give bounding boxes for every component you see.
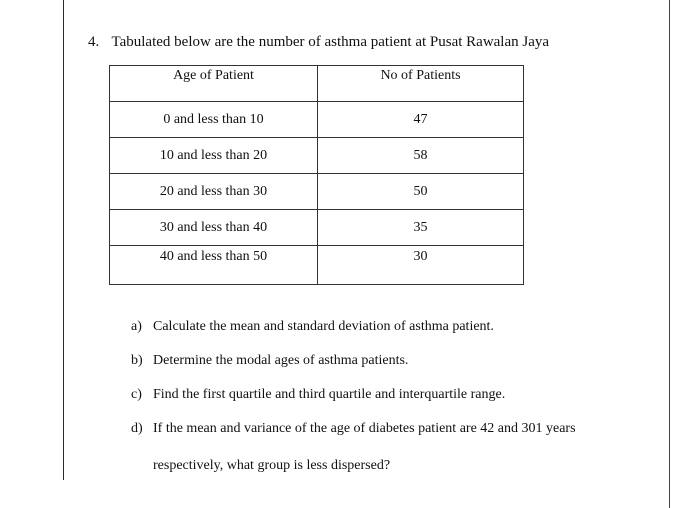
header-count: No of Patients	[318, 66, 524, 102]
question-heading	[88, 34, 549, 51]
page-left-border	[63, 0, 64, 480]
age-cell: 10 and less than 20	[110, 138, 318, 174]
part-label: d)	[131, 421, 143, 436]
part-text: Find the first quartile and third quartile and interquartile range.	[153, 387, 506, 402]
age-cell: 20 and less than 30	[110, 174, 318, 210]
question-text: Tabulated below are the number of asthma patient at Pusat Rawalan Jaya	[111, 34, 550, 50]
table-row	[110, 210, 524, 246]
table-row	[110, 246, 524, 285]
part-text: If the mean and variance of the age of diabetes patient are 42 and 301 years	[153, 421, 576, 436]
asthma-patient-table	[109, 65, 524, 285]
table-row	[110, 138, 524, 174]
count-cell: 58	[318, 138, 524, 174]
part-label: a)	[131, 319, 142, 334]
table-row	[110, 102, 524, 138]
count-cell: 47	[318, 102, 524, 138]
part-label: c)	[131, 387, 142, 402]
age-cell: 30 and less than 40	[110, 210, 318, 246]
part-text: Calculate the mean and standard deviation of asthma patient.	[153, 319, 494, 334]
count-cell: 35	[318, 210, 524, 246]
page-right-border	[669, 0, 670, 508]
count-cell: 50	[318, 174, 524, 210]
part-d-continuation: respectively, what group is less dispersed?	[153, 458, 391, 473]
header-age: Age of Patient	[110, 66, 318, 102]
part-text: Determine the modal ages of asthma patients.	[153, 353, 409, 368]
table-row	[110, 174, 524, 210]
part-label: b)	[131, 353, 143, 368]
age-cell: 40 and less than 50	[110, 246, 318, 285]
question-number: 4.	[88, 34, 100, 50]
age-cell: 0 and less than 10	[110, 102, 318, 138]
count-cell: 30	[318, 246, 524, 285]
table-header-row	[110, 66, 524, 102]
